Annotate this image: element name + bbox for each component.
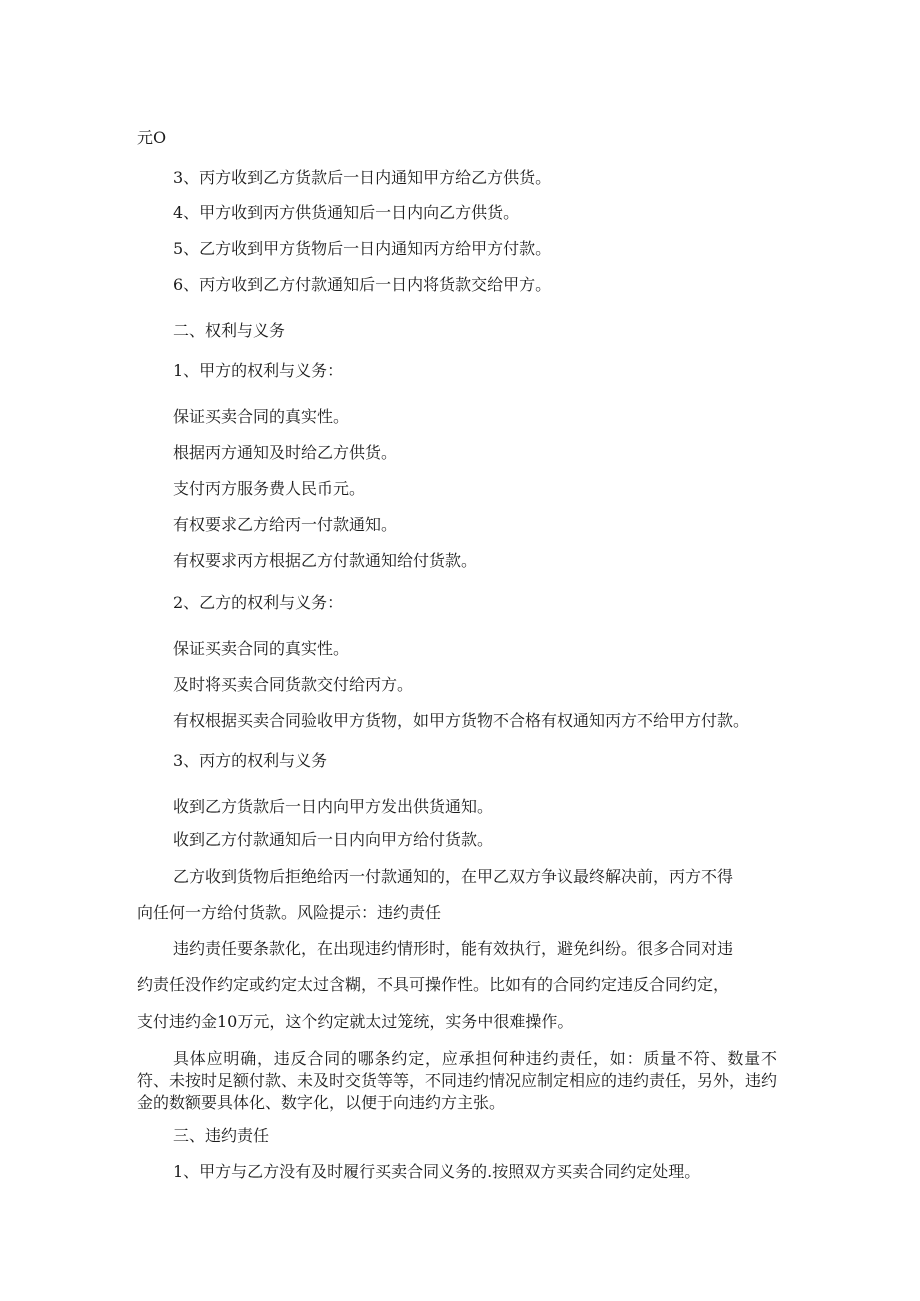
party-a-item: 根据丙方通知及时给乙方供货。 (173, 443, 398, 462)
clause-6: 6、丙方收到乙方付款通知后一日内将货款交给甲方。 (173, 275, 552, 294)
section-heading-rights: 二、权利与义务 (173, 321, 286, 340)
paragraph-line: 支付违约金10万元，这个约定就太过笼统，实务中很难操作。 (137, 1012, 574, 1031)
party-b-item: 及时将买卖合同货款交付给丙方。 (173, 675, 414, 694)
paragraph-specifics: 具体应明确，违反合同的哪条约定，应承担何种违约责任，如：质量不符、数量不符、未按时足额付款、未及时交货等等，不同违约情况应制定相应的违约责任，另外，违约金的数额要具体化、数字化，以便于向违约方主张。 (137, 1049, 778, 1112)
paragraph-line: 违约责任要条款化，在出现违约情形时，能有效执行，避免纠纷。很多合同对违 (173, 939, 734, 958)
clause-3: 3、丙方收到乙方货款后一日内通知甲方给乙方供货。 (173, 168, 552, 187)
text-fragment: 元O (137, 128, 167, 147)
paragraph-line: 向任何一方给付货款。风险提示：违约责任 (137, 903, 442, 922)
party-b-item: 保证买卖合同的真实性。 (173, 639, 350, 658)
subheading-party-c: 3、丙方的权利与义务 (173, 751, 328, 770)
clause-5: 5、乙方收到甲方货物后一日内通知丙方给甲方付款。 (173, 239, 552, 258)
party-a-item: 有权要求乙方给丙一付款通知。 (173, 515, 398, 534)
party-a-item: 支付丙方服务费人民币元。 (173, 479, 366, 498)
party-c-item: 收到乙方货款后一日内向甲方发出供货通知。 (173, 797, 494, 816)
party-b-item: 有权根据买卖合同验收甲方货物，如甲方货物不合格有权通知丙方不给甲方付款。 (173, 711, 750, 730)
paragraph-line: 乙方收到货物后拒绝给丙一付款通知的，在甲乙双方争议最终解决前，丙方不得 (173, 867, 734, 886)
section-heading-liability: 三、违约责任 (173, 1126, 270, 1145)
subheading-party-b: 2、乙方的权利与义务： (173, 593, 344, 612)
liability-clause-1: 1、甲方与乙方没有及时履行买卖合同义务的.按照双方买卖合同约定处理。 (173, 1162, 701, 1181)
party-a-item: 有权要求丙方根据乙方付款通知给付货款。 (173, 551, 478, 570)
party-c-item: 收到乙方付款通知后一日内向甲方给付货款。 (173, 830, 494, 849)
party-a-item: 保证买卖合同的真实性。 (173, 407, 350, 426)
paragraph-line: 约责任没作约定或约定太过含糊，不具可操作性。比如有的合同约定违反合同约定， (137, 975, 730, 994)
clause-4: 4、甲方收到丙方供货通知后一日内向乙方供货。 (173, 203, 520, 222)
subheading-party-a: 1、甲方的权利与义务： (173, 361, 344, 380)
